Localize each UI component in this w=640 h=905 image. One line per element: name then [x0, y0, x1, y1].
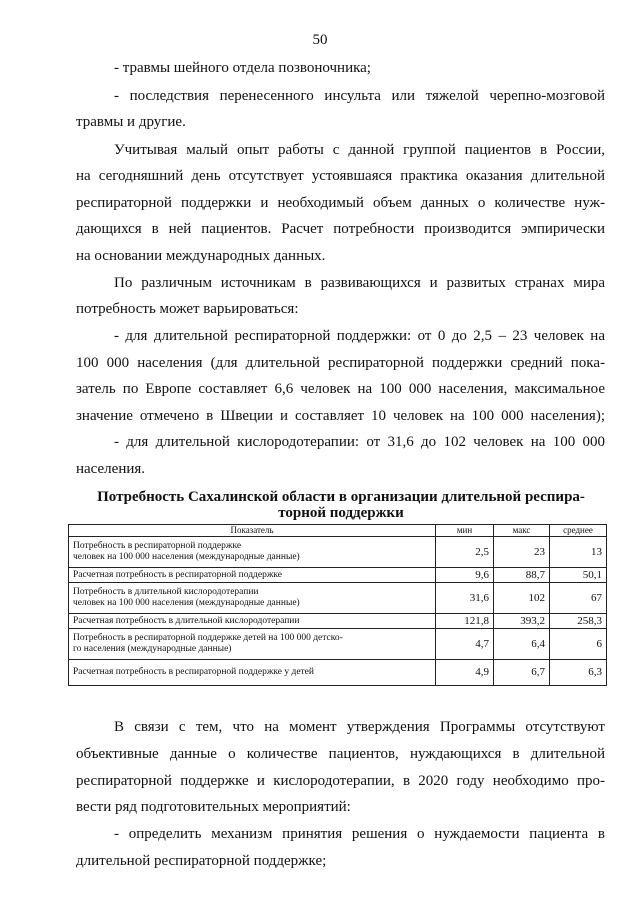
cell-avg: 258,3: [550, 614, 607, 629]
text-line: - травмы шейного отдела позвоночника;: [114, 60, 371, 76]
cell-max: 23: [494, 537, 550, 568]
cell-avg: 50,1: [550, 568, 607, 583]
text-line: - для длительной кислородотерапии: от 31,6 до 102 человек на 100 000: [114, 434, 605, 450]
cell-min: 4,9: [436, 660, 494, 686]
column-header: среднее: [550, 525, 607, 537]
row-label: [69, 537, 436, 568]
cell-min: 4,7: [436, 629, 494, 660]
text-line: - последствия перенесенного инсульта или тяжелой черепно-мозговой: [114, 88, 605, 104]
row-label: [69, 583, 436, 614]
table-title-line: Потребность Сахалинской области в организации длительной респира-: [97, 489, 585, 505]
cell-avg: 67: [550, 583, 607, 614]
page-number: 50: [312, 32, 328, 48]
cell-min: 9,6: [436, 568, 494, 583]
cell-avg: 6,3: [550, 660, 607, 686]
text-line: респираторной поддержки и необходимый объем данных о количестве нуж-: [76, 195, 605, 211]
table-row: [69, 537, 607, 568]
row-label: Расчетная потребность в длительной кислородотерапии: [69, 614, 436, 629]
text-line: Учитывая малый опыт работы с данной группой пациентов в России,: [114, 142, 605, 158]
cell-max: 102: [494, 583, 550, 614]
table-header-row: [69, 525, 607, 537]
text-line: По различным источникам в развивающихся и развитых странах мира: [114, 275, 605, 291]
table-row: [69, 583, 607, 614]
text-line: на основании международных данных.: [76, 248, 326, 264]
table-row: [69, 568, 607, 583]
row-label-line: Потребность в длительной кислородотерапии: [73, 587, 259, 597]
text-line: объективные данные о количестве пациентов, нуждающихся в длительной: [76, 746, 605, 762]
table-row: [69, 660, 607, 686]
cell-max: 393,2: [494, 614, 550, 629]
needs-table: [68, 524, 607, 686]
text-line: дающихся в ней пациентов. Расчет потребности производится эмпирически: [76, 221, 605, 237]
text-line: значение отмечено в Швеции и составляет 10 человек на 100 000 населения);: [76, 408, 605, 424]
column-header: макс: [494, 525, 550, 537]
cell-max: 88,7: [494, 568, 550, 583]
text-line: травмы и другие.: [76, 114, 186, 130]
text-line: населения.: [76, 461, 146, 477]
row-label-line: человек на 100 000 населения (международные данные): [73, 552, 300, 562]
column-header: мин: [436, 525, 494, 537]
text-line: - определить механизм принятия решения о нуждаемости пациента в: [114, 826, 605, 842]
table-row: [69, 629, 607, 660]
column-header: Показатель: [69, 525, 436, 537]
cell-min: 121,8: [436, 614, 494, 629]
text-line: длительной респираторной поддержке;: [76, 853, 327, 869]
text-line: респираторной поддержке и кислородотерапии, в 2020 году необходимо про-: [76, 773, 605, 789]
cell-max: 6,7: [494, 660, 550, 686]
text-line: В связи с тем, что на момент утверждения Программы отсутствуют: [114, 719, 605, 735]
row-label-line: го населения (международные данные): [73, 644, 232, 654]
cell-avg: 6: [550, 629, 607, 660]
text-line: вести ряд подготовительных мероприятий:: [76, 799, 351, 815]
text-line: 100 000 населения (для длительной респираторной поддержки средний пока-: [76, 355, 605, 371]
cell-max: 6,4: [494, 629, 550, 660]
cell-avg: 13: [550, 537, 607, 568]
table-title-line: торной поддержки: [278, 505, 404, 521]
text-line: - для длительной респираторной поддержки: от 0 до 2,5 – 23 человек на: [114, 328, 605, 344]
text-line: затель по Европе составляет 6,6 человек на 100 000 населения, максимальное: [76, 381, 605, 397]
text-line: на сегодняшний день отсутствует устоявшаяся практика оказания длительной: [76, 168, 605, 184]
row-label: [69, 629, 436, 660]
row-label: Расчетная потребность в респираторной поддержке: [69, 568, 436, 583]
text-line: потребность может варьироваться:: [76, 301, 299, 317]
row-label-line: человек на 100 000 населения (международные данные): [73, 598, 300, 608]
cell-min: 31,6: [436, 583, 494, 614]
table-title: [78, 489, 604, 521]
table-row: [69, 614, 607, 629]
cell-min: 2,5: [436, 537, 494, 568]
row-label-line: Потребность в респираторной поддержке: [73, 541, 242, 551]
row-label: Расчетная потребность в респираторной поддержке у детей: [69, 660, 436, 686]
row-label-line: Потребность в респираторной поддержке детей на 100 000 детско-: [73, 633, 343, 643]
